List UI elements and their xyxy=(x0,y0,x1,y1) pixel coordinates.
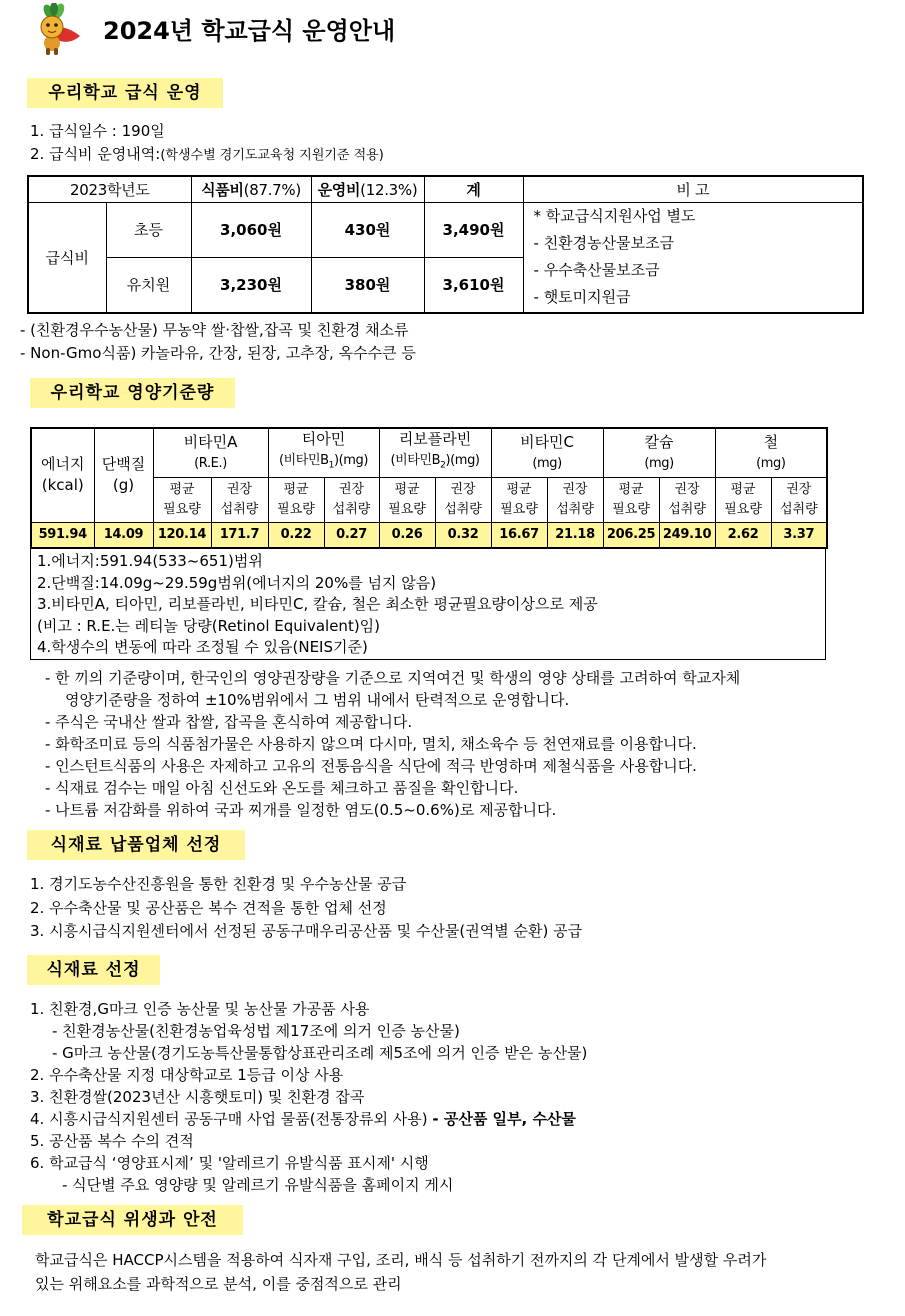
subheader-avg-requirement xyxy=(603,477,659,522)
nutrient-header-row xyxy=(31,428,827,477)
value-protein: 14.09 xyxy=(94,522,153,548)
subheader-line: 권장 xyxy=(338,481,365,497)
header-food-cost xyxy=(191,176,311,202)
subheader-line: 권장 xyxy=(786,481,812,497)
organic-note-line: - (친환경우수농산물) 무농약 쌀·찹쌀,잡곡 및 친환경 채소류 xyxy=(20,321,409,339)
nutrition-note-line: 1.에너지:591.94(533~651)범위 xyxy=(37,552,263,570)
kindergarten-operating-cost: 380원 xyxy=(311,257,424,313)
header-thiamine-unit xyxy=(269,450,379,477)
table-row xyxy=(28,202,863,257)
value-energy: 591.94 xyxy=(31,522,94,548)
hygiene-paragraph xyxy=(35,1248,766,1296)
meal-cost-table xyxy=(27,175,864,314)
section-heading-nutrition: 우리학교 영양기준량 xyxy=(30,378,235,408)
header-vitamin-c xyxy=(491,428,603,477)
unit-suffix: )(mg) xyxy=(333,453,369,468)
section-heading-operation: 우리학교 급식 운영 xyxy=(27,78,223,108)
row-level-kindergarten: 유치원 xyxy=(106,257,191,313)
header-school-year: 2023학년도 xyxy=(28,176,191,202)
elementary-operating-cost: 430원 xyxy=(311,202,424,257)
list-item: 1. 경기도농수산진흥원을 통한 친환경 및 우수농산물 공급 xyxy=(30,875,407,893)
operation-list xyxy=(30,120,384,167)
nutrition-note-line: (비고 : R.E.는 레티놀 당량(Retinol Equivalent)임) xyxy=(37,616,381,635)
header-iron xyxy=(715,428,827,477)
subheader-recommended-intake xyxy=(659,477,715,522)
subheader-line: 권장 xyxy=(674,481,700,497)
header-riboflavin xyxy=(379,428,491,477)
row-level-elementary: 초등 xyxy=(106,202,191,257)
header-vitamin-c-label: 비타민C xyxy=(520,432,575,451)
subheader-line: 평균 xyxy=(169,481,195,497)
nutrition-notes-box xyxy=(30,547,826,660)
value-thiamine-rec: 0.27 xyxy=(324,522,379,548)
subheader-recommended-intake xyxy=(771,477,827,522)
unit-subscript: 1 xyxy=(328,460,334,471)
operation-item-meal-cost xyxy=(30,143,384,167)
organic-note-line: - Non-Gmo식품) 카놀라유, 간장, 된장, 고추장, 옥수수큰 등 xyxy=(20,344,416,362)
subheader-avg-requirement xyxy=(379,477,435,522)
list-item-emphasis: - 공산품 일부, 수산물 xyxy=(432,1110,576,1128)
header-calcium-label: 칼슘 xyxy=(644,432,674,451)
subheader-line: 평균 xyxy=(730,481,756,497)
meal-cost-header-row xyxy=(28,176,863,202)
value-iron-avg: 2.62 xyxy=(715,522,771,548)
subheader-line: 평균 xyxy=(618,481,644,497)
nutrition-note-line: 4.학생수의 변동에 따라 조정될 수 있음(NEIS기준) xyxy=(37,638,368,656)
policy-line: - 식재료 검수는 매일 아침 신선도와 온도를 체크하고 품질을 확인합니다. xyxy=(45,779,519,797)
organic-notes xyxy=(20,319,416,365)
subheader-line: 권장 xyxy=(226,481,253,497)
header-thiamine xyxy=(268,428,379,477)
row-group-meal-cost: 급식비 xyxy=(28,202,106,313)
policy-line: - 화학조미료 등의 식품첨가물은 사용하지 않으며 다시마, 멸치, 채소육수 등 천연재료를 이용합니다. xyxy=(45,735,697,753)
kindergarten-total: 3,610원 xyxy=(424,257,523,313)
elementary-food-cost: 3,060원 xyxy=(191,202,311,257)
remark-line: - 햇토미지원금 xyxy=(533,288,631,307)
subheader-avg-requirement xyxy=(491,477,547,522)
header-iron-unit: (mg) xyxy=(756,455,786,471)
header-protein-unit: (g) xyxy=(112,476,135,495)
policy-line: - 나트륨 저감화를 위하여 국과 찌개를 일정한 염도(0.5~0.6%)로 제공합니다. xyxy=(45,801,557,819)
header-operating-cost-label: 운영비 xyxy=(317,180,361,199)
header-iron-label: 철 xyxy=(763,432,779,451)
subheader-recommended-intake xyxy=(435,477,491,522)
header-operating-cost xyxy=(311,176,424,202)
subheader-recommended-intake xyxy=(324,477,379,522)
subheader-recommended-intake xyxy=(547,477,603,522)
unit-prefix: (비타민B xyxy=(278,453,329,468)
header-remarks: 비 고 xyxy=(523,176,863,202)
nutrition-standard-table xyxy=(30,427,828,549)
header-operating-cost-pct: (12.3%) xyxy=(360,180,418,199)
elementary-total: 3,490원 xyxy=(424,202,523,257)
header-vitamin-c-unit: (mg) xyxy=(532,455,562,471)
paragraph-line: 있는 위해요소를 과학적으로 분석, 이를 중점적으로 관리 xyxy=(35,1275,402,1293)
operation-item-meal-days: 1. 급식일수 : 190일 xyxy=(30,122,165,140)
operation-item-meal-cost-label: 2. 급식비 운영내역: xyxy=(30,145,161,163)
subheader-recommended-intake xyxy=(211,477,268,522)
ingredient-list xyxy=(30,998,587,1196)
header-calcium xyxy=(603,428,715,477)
subheader-avg-requirement xyxy=(153,477,211,522)
list-item: 1. 친환경,G마크 인증 농산물 및 농산물 가공품 사용 xyxy=(30,1000,370,1018)
list-item: 2. 우수축산물 지정 대상학교로 1등급 이상 사용 xyxy=(30,1066,344,1084)
value-riboflavin-avg: 0.26 xyxy=(379,522,435,548)
value-vitamin-a-avg: 120.14 xyxy=(153,522,211,548)
header-riboflavin-unit xyxy=(380,450,491,477)
policy-line: - 한 끼의 기준량이며, 한국인의 영양권장량을 기준으로 지역여건 및 학생의 영양 상태를 고려하여 학교자체 xyxy=(45,669,741,687)
header-food-cost-pct: (87.7%) xyxy=(243,180,301,199)
list-item xyxy=(30,1108,587,1130)
subheader-line: 섭취량 xyxy=(444,501,482,517)
header-vitamin-a xyxy=(153,428,268,477)
subheader-line: 섭취량 xyxy=(556,501,594,517)
value-thiamine-avg: 0.22 xyxy=(268,522,324,548)
header-energy-unit: (kcal) xyxy=(41,476,84,495)
unit-subscript: 2 xyxy=(440,460,446,471)
subheader-line: 필요량 xyxy=(388,501,426,517)
policy-line-continuation: 영양기준량을 정하여 ±10%범위에서 그 범위 내에서 탄력적으로 운영합니다. xyxy=(65,691,570,709)
subheader-line: 섭취량 xyxy=(332,501,371,517)
subheader-line: 필요량 xyxy=(612,501,650,517)
section-heading-hygiene: 학교급식 위생과 안전 xyxy=(22,1205,243,1235)
list-item: 3. 친환경쌀(2023년산 시흥햇토미) 및 친환경 잡곡 xyxy=(30,1088,365,1106)
subheader-avg-requirement xyxy=(268,477,324,522)
remark-line: - 우수축산물보조금 xyxy=(533,261,660,280)
policy-line: - 주식은 국내산 쌀과 찹쌀, 잡곡을 혼식하여 제공합니다. xyxy=(45,713,413,731)
value-riboflavin-rec: 0.32 xyxy=(435,522,491,548)
nutrient-values-row xyxy=(31,522,827,548)
section-heading-ingredients: 식재료 선정 xyxy=(27,955,160,985)
school-meal-mascot-icon xyxy=(30,3,82,57)
list-subitem: - 친환경농산물(친환경농업육성법 제17조에 의거 인증 농산물) xyxy=(52,1022,460,1040)
section-heading-suppliers: 식재료 납품업체 선정 xyxy=(27,830,245,860)
header-energy-label: 에너지 xyxy=(41,455,85,474)
subheader-line: 평균 xyxy=(506,481,532,497)
subheader-line: 필요량 xyxy=(724,501,762,517)
remark-line: - 친환경농산물보조금 xyxy=(533,234,675,253)
nutrition-note-line: 2.단백질:14.09g~29.59g범위(에너지의 20%를 넘지 않음) xyxy=(37,573,437,592)
header-vitamin-a-unit: (R.E.) xyxy=(194,455,227,471)
paragraph-line: 학교급식은 HACCP시스템을 적용하여 식자재 구입, 조리, 배식 등 섭취하기 전까지의 각 단계에서 발생할 우려가 xyxy=(35,1251,767,1269)
operation-item-meal-cost-note: (학생수별 경기도교육청 지원기준 적용) xyxy=(160,148,384,163)
list-item: 5. 공산품 복수 수의 견적 xyxy=(30,1132,194,1150)
subheader-line: 권장 xyxy=(450,481,476,497)
list-item: 3. 시흥시급식지원센터에서 선정된 공동구매우리공산품 및 수산물(권역별 순환) 공급 xyxy=(30,922,583,940)
header-food-cost-label: 식품비 xyxy=(201,180,244,199)
header-riboflavin-label: 리보플라빈 xyxy=(398,430,472,448)
list-subitem: - G마크 농산물(경기도농특산물통합상표관리조례 제5조에 의거 인증 받은 농산물) xyxy=(52,1044,588,1062)
value-calcium-rec: 249.10 xyxy=(659,522,715,548)
subheader-avg-requirement xyxy=(715,477,771,522)
header-energy xyxy=(31,428,94,522)
supplier-list xyxy=(30,873,582,944)
subheader-line: 필요량 xyxy=(277,501,315,517)
list-item-text: 4. 시흥시급식지원센터 공동구매 사업 물품(전통장류외 사용) xyxy=(30,1110,428,1128)
unit-suffix: )(mg) xyxy=(445,453,480,468)
list-subitem: - 식단별 주요 영양량 및 알레르기 유발식품을 홈페이지 게시 xyxy=(62,1176,454,1194)
page-title: 2024년 학교급식 운영안내 xyxy=(103,17,396,45)
policy-list xyxy=(45,667,740,821)
subheader-line: 권장 xyxy=(562,481,588,497)
kindergarten-food-cost: 3,230원 xyxy=(191,257,311,313)
value-vitamin-c-rec: 21.18 xyxy=(547,522,603,548)
value-iron-rec: 3.37 xyxy=(771,522,827,548)
header-calcium-unit: (mg) xyxy=(644,455,674,471)
subheader-line: 평균 xyxy=(283,481,309,497)
header-total: 계 xyxy=(424,176,523,202)
value-calcium-avg: 206.25 xyxy=(603,522,659,548)
header-protein-label: 단백질 xyxy=(101,455,146,474)
remark-line: * 학교급식지원사업 별도 xyxy=(533,207,696,226)
subheader-line: 필요량 xyxy=(500,501,538,517)
list-item: 6. 학교급식 ‘영양표시제’ 및 '알레르기 유발식품 표시제' 시행 xyxy=(30,1154,429,1172)
header-thiamine-label: 티아민 xyxy=(301,430,346,448)
value-vitamin-a-rec: 171.7 xyxy=(211,522,268,548)
remarks-cell xyxy=(523,202,863,313)
list-item: 2. 우수축산물 및 공산품은 복수 견적을 통한 업체 선정 xyxy=(30,898,387,917)
subheader-line: 평균 xyxy=(394,481,420,497)
unit-prefix: (비타민B xyxy=(390,453,441,468)
subheader-line: 섭취량 xyxy=(668,501,706,517)
subheader-line: 필요량 xyxy=(163,501,201,517)
value-vitamin-c-avg: 16.67 xyxy=(491,522,547,548)
nutrition-note-line: 3.비타민A, 티아민, 리보플라빈, 비타민C, 칼슘, 철은 최소한 평균필요량이상으로 제공 xyxy=(37,595,598,613)
header-protein xyxy=(94,428,153,522)
header-vitamin-a-label: 비타민A xyxy=(183,432,238,451)
policy-line: - 인스턴트식품의 사용은 자제하고 고유의 전통음식을 식단에 적극 반영하며 제철식품을 사용합니다. xyxy=(45,757,697,775)
subheader-line: 섭취량 xyxy=(779,501,818,517)
subheader-line: 섭취량 xyxy=(220,501,259,517)
